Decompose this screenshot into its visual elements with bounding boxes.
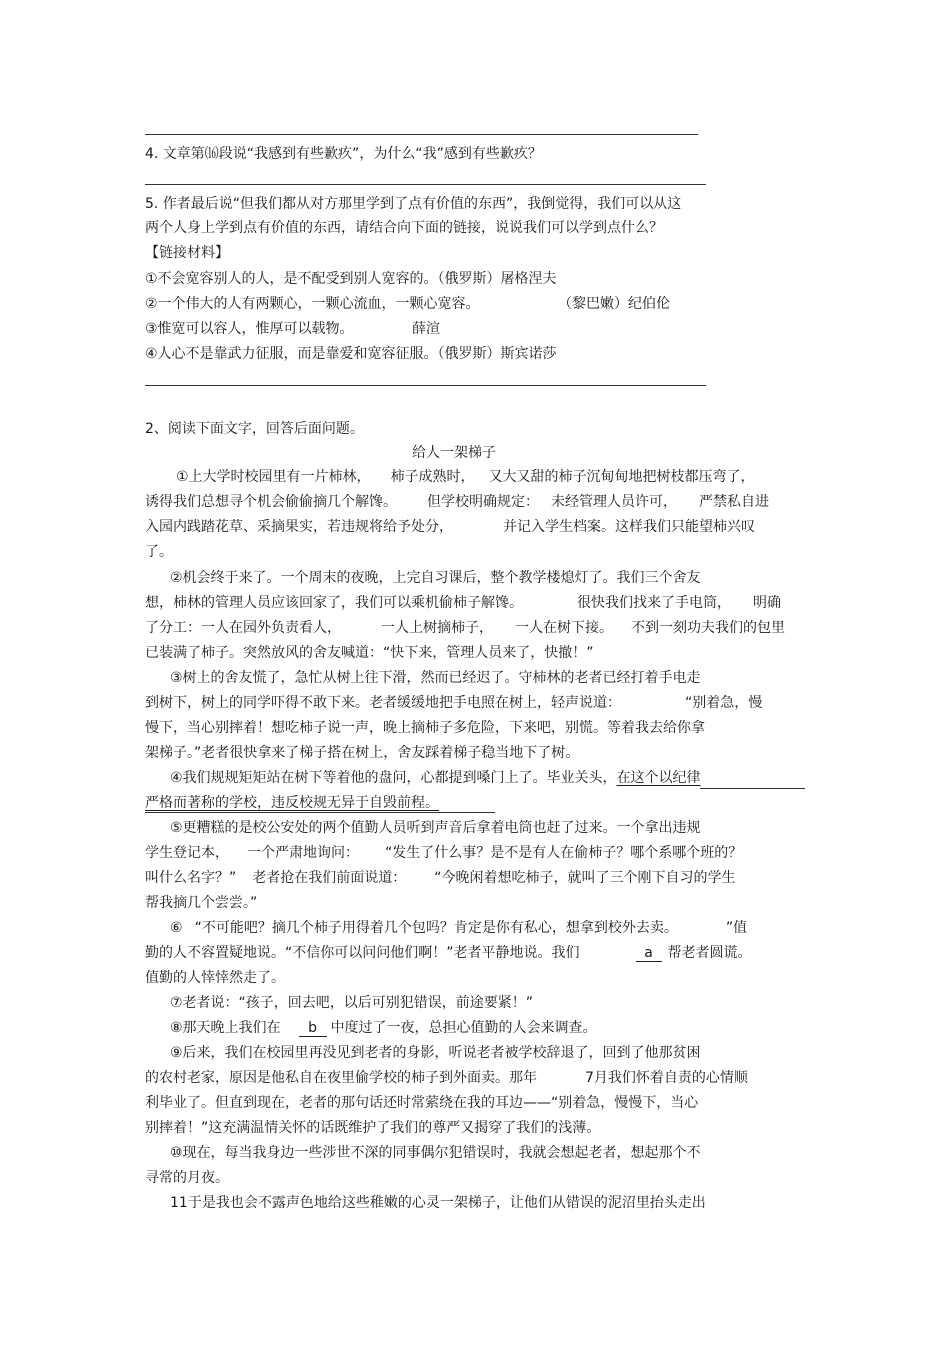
passage-line: 学生登记本， 一个严肃地询问： “发生了什么事？是不是有人在偷柿子？哪个系哪个班的？ <box>145 845 743 861</box>
passage-line: 值勤的人悻悻然走了。 <box>145 970 285 986</box>
blank-a[interactable]: a <box>636 946 662 962</box>
passage-line: 了分工：一人在园外负责看人， 一人上树摘柿子， 一人在树下接。 不到一刻功夫我们的包里 <box>145 620 785 636</box>
passage-line: 已装满了柿子。突然放风的舍友喊道：“快下来，管理人员来了，快撤！” <box>145 645 594 661</box>
passage-line: 慢下，当心别摔着！想吃柿子说一声，晚上摘柿子多危险，下来吧，别慌。等着我去给你拿 <box>145 720 705 736</box>
section-intro: 2、阅读下面文字，回答后面问题。 <box>145 421 364 437</box>
blank-b[interactable]: b <box>299 1021 327 1037</box>
passage-line: 叫什么名字？” 老者抢在我们前面说道： “今晚闲着想吃柿子，就叫了三个刚下自习的学生 <box>145 870 736 886</box>
materials-heading: 【链接材料】 <box>145 245 229 261</box>
underlined-phrase: 严格而著称的学校，违反校规无异于自毁前程。 <box>145 795 439 811</box>
material-2: ②一个伟大的人有两颗心，一颗心流血，一颗心宽容。 <box>145 296 480 312</box>
passage-line: ⑨后来，我们在校园里再没见到老者的身影，听说老者被学校辞退了，回到了他那贫困 <box>170 1045 701 1061</box>
underline-mark <box>700 788 805 789</box>
question-4: 4. 文章第⒃段说“我感到有些歉疚”，为什么“我”感到有些歉疚？ <box>145 146 542 162</box>
material-3: ③惟宽可以容人，惟厚可以载物。 <box>145 321 354 337</box>
passage-line: 了。 <box>145 544 173 560</box>
material-1: ①不会宽容别人的人，是不配受到别人宽容的。（俄罗斯）屠格涅夫 <box>145 271 557 287</box>
question-5-line: 两个人身上学到点有价值的东西，请结合向下面的链接，说说我们可以学到点什么？ <box>145 220 663 236</box>
underlined-phrase: 在这个以纪律 <box>616 770 701 786</box>
passage-line: 的农村老家，原因是他私自在夜里偷学校的柿子到外面卖。那年 7月我们怀着自责的心情顺 <box>145 1070 748 1086</box>
underline-mark <box>145 812 495 813</box>
passage-line: 想，柿林的管理人员应该回家了，我们可以乘机偷柿子解馋。 很快我们找来了手电筒， 明确 <box>145 595 781 611</box>
passage-line: 别摔着！”这充满温情关怀的话既维护了我们的尊严又揭穿了我们的浅薄。 <box>145 1120 601 1136</box>
passage-line: ⑧那天晚上我们在 b 中度过了一夜，总担心值勤的人会来调查。 <box>170 1020 597 1036</box>
passage-line: 11于是我也会不露声色地给这些稚嫩的心灵一架梯子，让他们从错误的泥沼里抬头走出 <box>170 1195 706 1211</box>
material-3-source: 薛渲 <box>412 321 440 337</box>
passage-line: 诱得我们总想寻个机会偷偷摘几个解馋。 但学校明确规定： 未经管理人员许可， 严禁私自进 <box>145 494 769 510</box>
answer-line <box>145 134 698 135</box>
passage-title: 给人一架梯子 <box>412 445 496 461</box>
passage-line: ②机会终于来了。一个周末的夜晚，上完自习课后，整个教学楼熄灯了。我们三个舍友 <box>170 570 701 586</box>
passage-line: 入园内践踏花草、采摘果实，若违规将给予处分， 并记入学生档案。这样我们只能望柿兴叹 <box>145 519 755 535</box>
question-5-line: 5. 作者最后说“但我们都从对方那里学到了点有价值的东西”，我倒觉得，我们可以从这 <box>145 196 682 212</box>
passage-line: ⑥ “不可能吧？摘几个柿子用得着几个包吗？肯定是你有私心，想拿到校外去卖。 ”值 <box>170 920 748 936</box>
passage-line: ⑤更糟糕的是校公安处的两个值勤人员听到声音后拿着电筒也赶了过来。一个拿出违规 <box>170 820 701 836</box>
passage-line: 到树下，树上的同学吓得不敢下来。老者缓缓地把手电照在树上，轻声说道： “别着急，慢 <box>145 695 763 711</box>
material-4: ④人心不是靠武力征服，而是靠爱和宽容征服。（俄罗斯）斯宾诺莎 <box>145 346 557 362</box>
passage-line: ④我们规规矩矩站在树下等着他的盘问，心都提到嗓门上了。毕业关头，在这个以纪律 <box>170 770 701 786</box>
passage-line: ⑩现在，每当我身边一些涉世不深的同事偶尔犯错误时，我就会想起老者，想起那个不 <box>170 1145 701 1161</box>
answer-line <box>145 385 706 386</box>
passage-line: ③树上的舍友慌了，急忙从树上往下滑，然而已经迟了。守柿林的老者已经打着手电走 <box>170 670 701 686</box>
passage-line: ①上大学时校园里有一片柿林， 柿子成熟时， 又大又甜的柿子沉甸甸地把树枝都压弯了， <box>176 469 755 485</box>
passage-line: 帮我摘几个尝尝。” <box>145 895 258 911</box>
passage-line: 寻常的月夜。 <box>145 1170 229 1186</box>
passage-line: ⑦老者说：“孩子，回去吧，以后可别犯错误，前途要紧！” <box>170 995 534 1011</box>
material-2-source: （黎巴嫩）纪伯伦 <box>558 296 670 312</box>
answer-line <box>145 184 706 185</box>
passage-line: 勤的人不容置疑地说。“不信你可以问问他们啊！”老者平静地说。我们 a 帮老者圆谎。 <box>145 945 752 961</box>
passage-line: 架梯子。”老者很快拿来了梯子搭在树上，舍友踩着梯子稳当地下了树。 <box>145 745 580 761</box>
passage-line: 利毕业了。但直到现在，老者的那句话还时常萦绕在我的耳边——“别着急，慢慢下，当心 <box>145 1095 699 1111</box>
passage-line <box>145 794 439 812</box>
